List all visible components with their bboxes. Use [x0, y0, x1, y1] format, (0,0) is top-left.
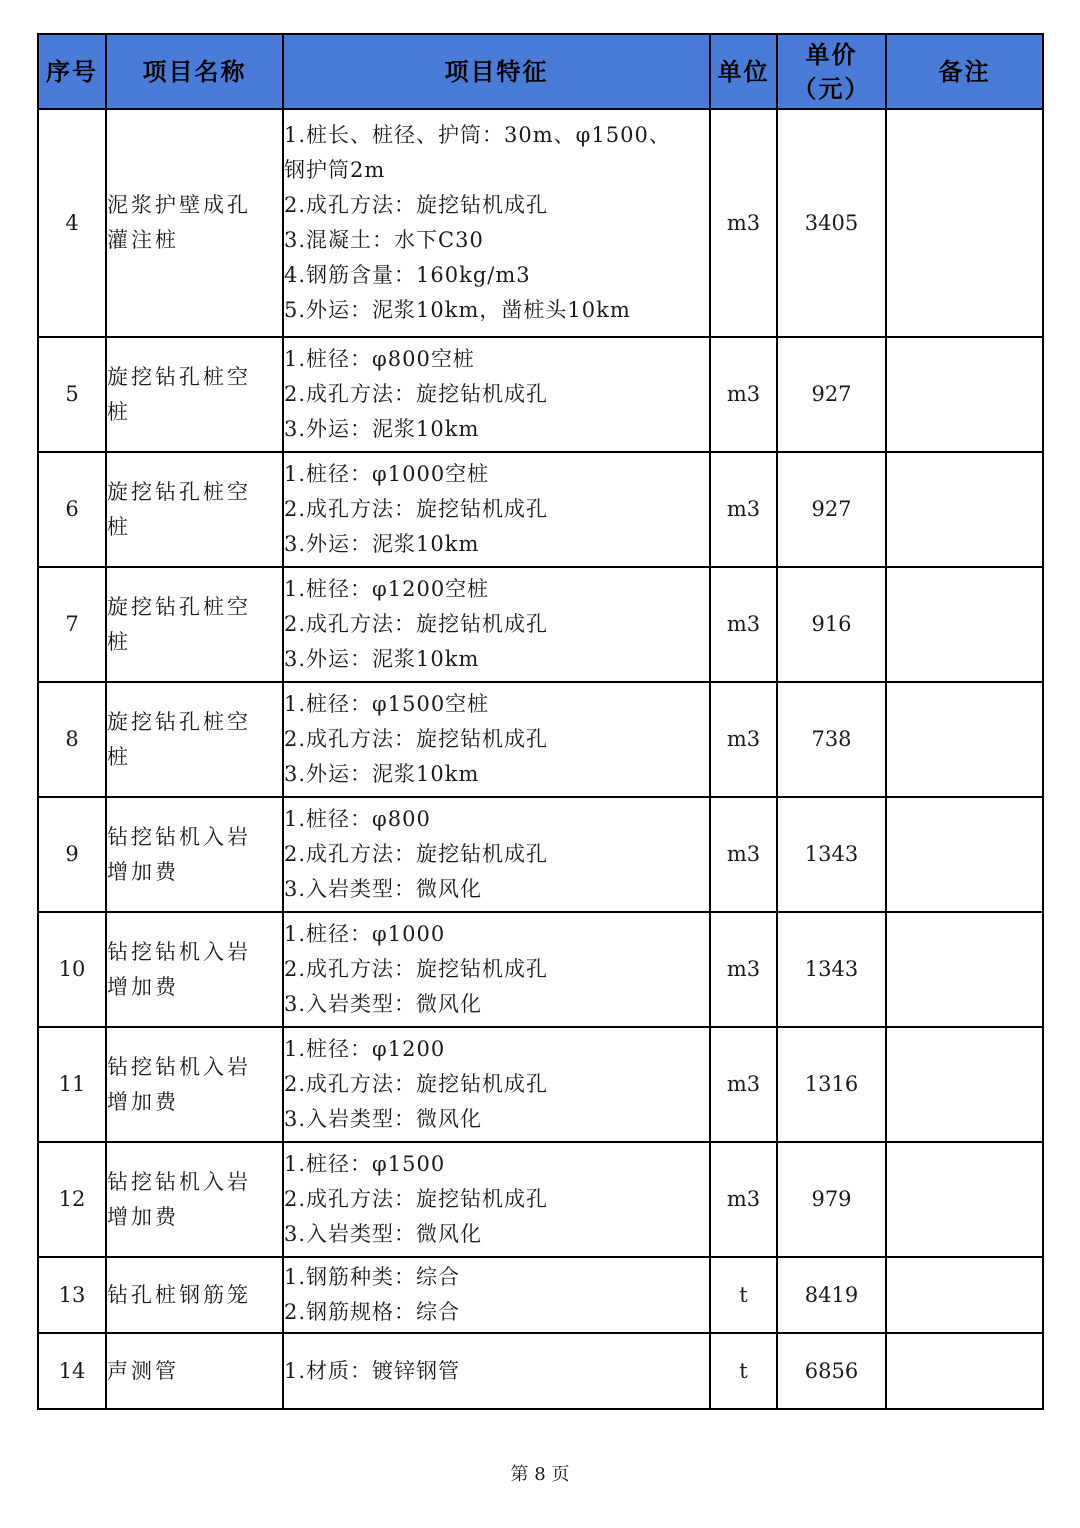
feature-line: 3.外运：泥浆10km	[284, 762, 480, 786]
cell-price: 1316	[777, 1027, 886, 1142]
cell-features	[283, 567, 710, 682]
header-price-line1: 单价	[805, 40, 858, 69]
cell-no: 10	[38, 912, 106, 1027]
name-line: 钻挖钻机入岩	[107, 939, 251, 964]
cell-name	[106, 797, 283, 912]
cell-no: 6	[38, 452, 106, 567]
cell-remark	[886, 1027, 1043, 1142]
name-line: 钻孔桩钢筋笼	[107, 1282, 251, 1307]
cell-remark	[886, 682, 1043, 797]
header-row	[38, 34, 1043, 109]
cell-unit: m3	[710, 1142, 777, 1257]
cell-remark	[886, 337, 1043, 452]
cell-unit: m3	[710, 912, 777, 1027]
feature-line: 2.成孔方法：旋挖钻机成孔	[284, 1072, 549, 1096]
feature-line: 2.成孔方法：旋挖钻机成孔	[284, 957, 549, 981]
cell-no: 7	[38, 567, 106, 682]
cell-price: 979	[777, 1142, 886, 1257]
name-line: 泥浆护壁成孔	[107, 193, 251, 217]
name-line: 旋挖钻孔桩空	[107, 709, 251, 734]
name-line: 增加费	[107, 1089, 179, 1114]
cell-price: 1343	[777, 912, 886, 1027]
price-table	[37, 33, 1044, 1410]
cell-no: 9	[38, 797, 106, 912]
header-remark: 备注	[886, 34, 1043, 109]
name-line: 增加费	[107, 1204, 179, 1229]
cell-remark	[886, 1257, 1043, 1333]
name-line: 增加费	[107, 859, 179, 884]
table-row	[38, 797, 1043, 912]
feature-line: 1.桩径：φ1000空桩	[284, 462, 490, 486]
feature-line: 2.成孔方法：旋挖钻机成孔	[284, 727, 549, 751]
cell-features	[283, 1027, 710, 1142]
feature-line: 3.外运：泥浆10km	[284, 647, 480, 671]
cell-no: 13	[38, 1257, 106, 1333]
cell-remark	[886, 1142, 1043, 1257]
cell-unit: m3	[710, 452, 777, 567]
header-name: 项目名称	[106, 34, 283, 109]
cell-name	[106, 1142, 283, 1257]
header-unit: 单位	[710, 34, 777, 109]
page-number: 第 8 页	[510, 1464, 570, 1485]
cell-unit: m3	[710, 109, 777, 337]
feature-line: 3.入岩类型：微风化	[284, 1107, 483, 1131]
cell-features	[283, 109, 710, 337]
name-line: 钻挖钻机入岩	[107, 1169, 251, 1194]
cell-price: 927	[777, 337, 886, 452]
cell-features	[283, 682, 710, 797]
cell-name	[106, 567, 283, 682]
table-row	[38, 912, 1043, 1027]
feature-line: 2.成孔方法：旋挖钻机成孔	[284, 612, 549, 636]
cell-remark	[886, 1333, 1043, 1409]
name-line: 桩	[107, 744, 131, 769]
feature-line: 1.钢筋种类：综合	[284, 1265, 461, 1289]
feature-line: 2.钢筋规格：综合	[284, 1300, 461, 1324]
cell-no: 5	[38, 337, 106, 452]
cell-remark	[886, 109, 1043, 337]
table-row	[38, 1333, 1043, 1409]
cell-price: 916	[777, 567, 886, 682]
cell-remark	[886, 452, 1043, 567]
cell-price: 927	[777, 452, 886, 567]
name-line: 声测管	[107, 1358, 179, 1383]
name-line: 旋挖钻孔桩空	[107, 594, 251, 619]
feature-line: 3.外运：泥浆10km	[284, 532, 480, 556]
feature-line: 1.桩径：φ800空桩	[284, 347, 475, 371]
cell-unit: m3	[710, 1027, 777, 1142]
table-row	[38, 452, 1043, 567]
cell-unit: m3	[710, 797, 777, 912]
cell-unit: m3	[710, 337, 777, 452]
cell-features	[283, 912, 710, 1027]
feature-line: 1.桩径：φ1200	[284, 1037, 446, 1061]
cell-features	[283, 1333, 710, 1409]
feature-line: 1.桩径：φ1500空桩	[284, 692, 490, 716]
table-row	[38, 1142, 1043, 1257]
name-line: 旋挖钻孔桩空	[107, 364, 251, 389]
cell-no: 4	[38, 109, 106, 337]
name-line: 桩	[107, 514, 131, 539]
feature-line: 1.桩长、桩径、护筒：30m、φ1500、	[284, 123, 671, 147]
name-line: 钻挖钻机入岩	[107, 824, 251, 849]
cell-features	[283, 337, 710, 452]
cell-name	[106, 337, 283, 452]
cell-unit: m3	[710, 567, 777, 682]
cell-unit: t	[710, 1257, 777, 1333]
cell-unit: t	[710, 1333, 777, 1409]
table-row	[38, 1257, 1043, 1333]
cell-price: 1343	[777, 797, 886, 912]
cell-remark	[886, 567, 1043, 682]
feature-line: 3.入岩类型：微风化	[284, 992, 483, 1016]
table-row	[38, 682, 1043, 797]
cell-features	[283, 452, 710, 567]
cell-price: 738	[777, 682, 886, 797]
feature-line: 5.外运：泥浆10km，凿桩头10km	[284, 298, 631, 322]
header-price-line2: （元）	[792, 74, 871, 103]
feature-line: 4.钢筋含量：160kg/m3	[284, 263, 531, 287]
feature-line: 2.成孔方法：旋挖钻机成孔	[284, 382, 549, 406]
cell-remark	[886, 797, 1043, 912]
feature-line: 2.成孔方法：旋挖钻机成孔	[284, 497, 549, 521]
cell-features	[283, 797, 710, 912]
name-line: 灌注桩	[107, 228, 179, 252]
cell-name	[106, 1257, 283, 1333]
table-row	[38, 337, 1043, 452]
header-no: 序号	[38, 34, 106, 109]
table-row	[38, 109, 1043, 337]
cell-remark	[886, 912, 1043, 1027]
feature-line: 3.外运：泥浆10km	[284, 417, 480, 441]
feature-line: 1.桩径：φ1200空桩	[284, 577, 490, 601]
cell-name	[106, 109, 283, 337]
cell-no: 12	[38, 1142, 106, 1257]
cell-features	[283, 1142, 710, 1257]
name-line: 钻挖钻机入岩	[107, 1054, 251, 1079]
name-line: 桩	[107, 399, 131, 424]
table-row	[38, 567, 1043, 682]
cell-price: 3405	[777, 109, 886, 337]
feature-line: 2.成孔方法：旋挖钻机成孔	[284, 193, 549, 217]
cell-price: 6856	[777, 1333, 886, 1409]
cell-features	[283, 1257, 710, 1333]
table-row	[38, 1027, 1043, 1142]
header-price	[777, 34, 886, 109]
feature-line: 2.成孔方法：旋挖钻机成孔	[284, 842, 549, 866]
name-line: 增加费	[107, 974, 179, 999]
cell-price: 8419	[777, 1257, 886, 1333]
feature-line: 3.混凝土：水下C30	[284, 228, 484, 252]
feature-line: 1.桩径：φ1000	[284, 922, 446, 946]
cell-name	[106, 1333, 283, 1409]
cell-no: 11	[38, 1027, 106, 1142]
feature-line: 2.成孔方法：旋挖钻机成孔	[284, 1187, 549, 1211]
name-line: 旋挖钻孔桩空	[107, 479, 251, 504]
cell-no: 14	[38, 1333, 106, 1409]
table-body	[38, 109, 1043, 1409]
cell-name	[106, 682, 283, 797]
feature-line: 3.入岩类型：微风化	[284, 1222, 483, 1246]
cell-no: 8	[38, 682, 106, 797]
feature-line: 3.入岩类型：微风化	[284, 877, 483, 901]
feature-line: 钢护筒2m	[284, 158, 386, 182]
header-features: 项目特征	[283, 34, 710, 109]
cell-name	[106, 452, 283, 567]
feature-line: 1.桩径：φ800	[284, 807, 431, 831]
cell-name	[106, 912, 283, 1027]
feature-line: 1.桩径：φ1500	[284, 1152, 446, 1176]
feature-line: 1.材质：镀锌钢管	[284, 1358, 461, 1383]
cell-unit: m3	[710, 682, 777, 797]
cell-name	[106, 1027, 283, 1142]
name-line: 桩	[107, 629, 131, 654]
